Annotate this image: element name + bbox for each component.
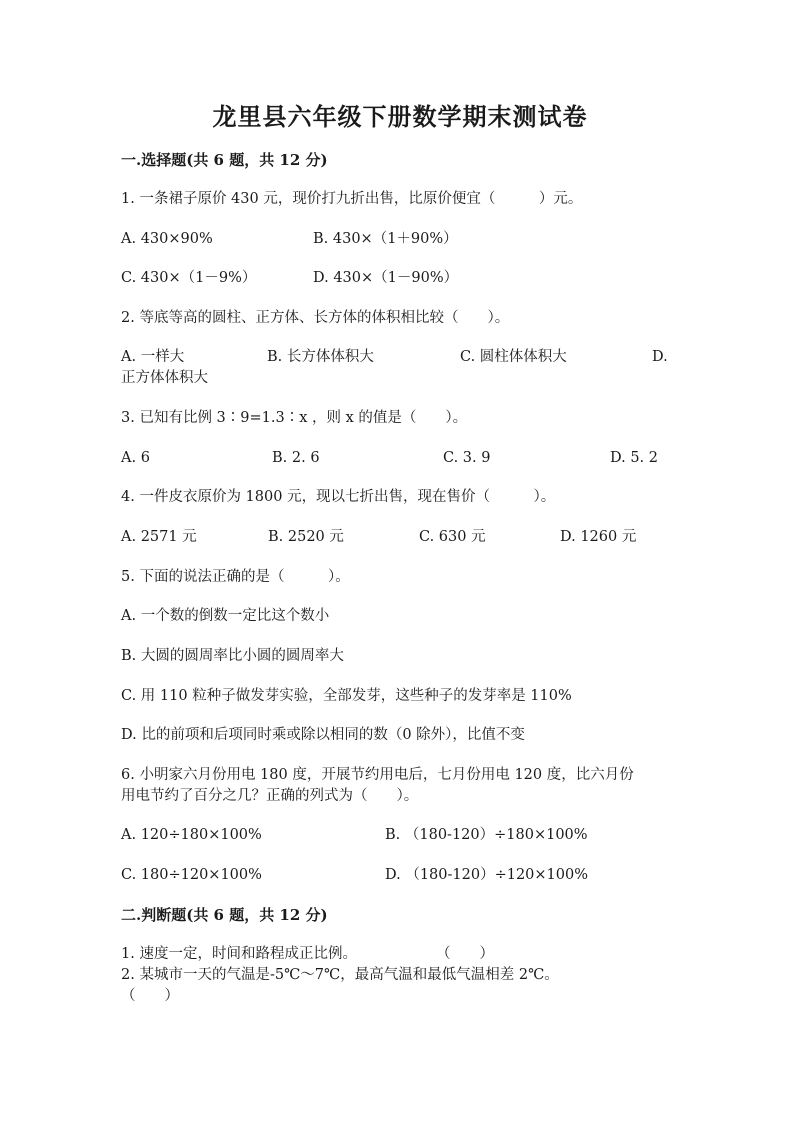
question-6-line-2: 用电节约了百分之几？正确的列式为（ ）。 bbox=[121, 788, 419, 804]
question-6-line-1: 6. 小明家六月份用电 180 度，开展节约用电后，七月份用电 120 度，比六月份 bbox=[121, 767, 634, 783]
q3-option-c: C. 3. 9 bbox=[443, 450, 491, 466]
section-heading-choice: 一.选择题(共 6 题，共 12 分) bbox=[121, 151, 328, 169]
q6-option-b: B. （180-120）÷180×100% bbox=[385, 827, 588, 843]
q4-option-c: C. 630 元 bbox=[419, 529, 486, 545]
q5-option-b: B. 大圆的圆周率比小圆的圆周率大 bbox=[121, 648, 344, 664]
judgement-2: 2. 某城市一天的气温是-5℃～7℃，最高气温和最低气温相差 2℃。 bbox=[121, 967, 559, 983]
q1-option-c: C. 430×（1－9%） bbox=[121, 270, 257, 286]
q2-option-c: C. 圆柱体体积大 bbox=[460, 349, 567, 365]
judgement-1-blank: （ ） bbox=[436, 946, 494, 962]
question-5: 5. 下面的说法正确的是（ ）。 bbox=[121, 569, 350, 585]
q2-option-b: B. 长方体体积大 bbox=[267, 349, 374, 365]
q4-option-b: B. 2520 元 bbox=[268, 529, 344, 545]
q2-option-d-text: 正方体体积大 bbox=[121, 370, 208, 386]
q5-option-c: C. 用 110 粒种子做发芽实验，全部发芽，这些种子的发芽率是 110% bbox=[121, 688, 572, 704]
q6-option-a: A. 120÷180×100% bbox=[121, 827, 262, 843]
q2-option-a: A. 一样大 bbox=[121, 349, 185, 365]
q4-option-a: A. 2571 元 bbox=[121, 529, 197, 545]
q1-option-a: A. 430×90% bbox=[121, 231, 213, 247]
q1-option-d: D. 430×（1－90%） bbox=[313, 270, 459, 286]
judgement-1: 1. 速度一定，时间和路程成正比例。 bbox=[121, 946, 357, 962]
question-4: 4. 一件皮衣原价为 1800 元，现以七折出售，现在售价（ ）。 bbox=[121, 489, 556, 505]
judgement-2-blank: （ ） bbox=[121, 988, 179, 1004]
q3-option-b: B. 2. 6 bbox=[272, 450, 320, 466]
q6-option-d: D. （180-120）÷120×100% bbox=[385, 867, 589, 883]
section-heading-judgement: 二.判断题(共 6 题，共 12 分) bbox=[121, 906, 328, 924]
question-3: 3. 已知有比例 3∶9=1.3∶x ，则 x 的值是（ ）。 bbox=[121, 410, 468, 426]
question-2: 2. 等底等高的圆柱、正方体、长方体的体积相比较（ ）。 bbox=[121, 310, 510, 326]
page-title: 龙里县六年级下册数学期末测试卷 bbox=[212, 102, 588, 131]
q2-option-d: D. bbox=[652, 349, 668, 365]
q5-option-a: A. 一个数的倒数一定比这个数小 bbox=[121, 608, 330, 624]
question-1: 1. 一条裙子原价 430 元，现价打九折出售，比原价便宜（ ）元。 bbox=[121, 191, 583, 207]
q6-option-c: C. 180÷120×100% bbox=[121, 867, 262, 883]
q5-option-d: D. 比的前项和后项同时乘或除以相同的数（0 除外），比值不变 bbox=[121, 727, 525, 743]
q3-option-a: A. 6 bbox=[121, 450, 150, 466]
q4-option-d: D. 1260 元 bbox=[560, 529, 637, 545]
q3-option-d: D. 5. 2 bbox=[610, 450, 658, 466]
q1-option-b: B. 430×（1＋90%） bbox=[313, 231, 458, 247]
